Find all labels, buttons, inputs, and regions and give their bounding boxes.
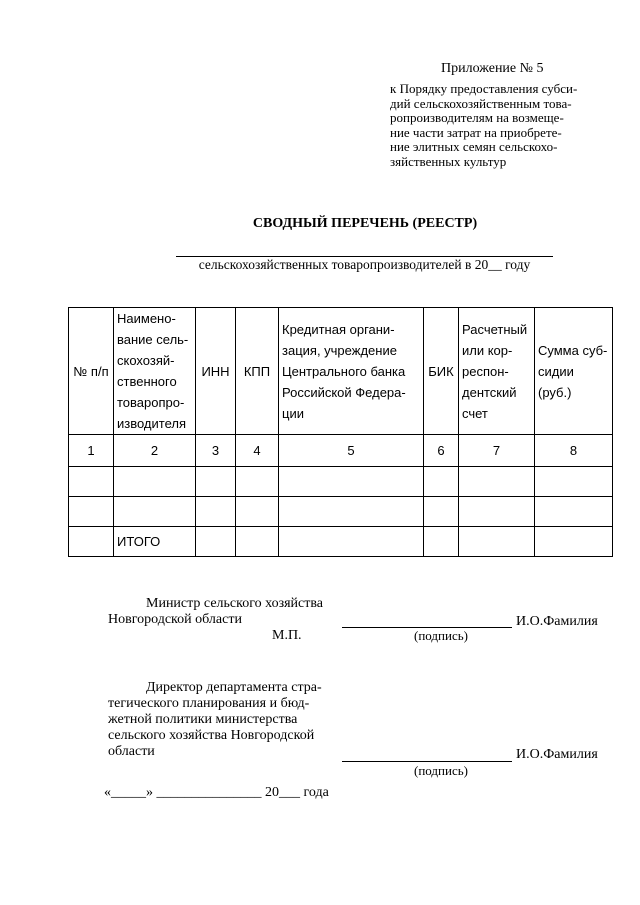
- appendix-reference: [390, 82, 600, 169]
- table-number-row: [69, 435, 613, 467]
- date-line: «_____» _______________ 20___ года: [104, 785, 329, 800]
- minister-line: Министр сельского хозяйства: [146, 596, 323, 611]
- appendix-line: зяйственных культур: [390, 153, 507, 169]
- registry-table: [68, 307, 613, 557]
- column-number: 3: [196, 435, 236, 467]
- header-cell: Расчетный или кор- респон- дентский счет: [459, 308, 535, 435]
- director-signatory: [108, 680, 348, 760]
- table-row: [69, 497, 613, 527]
- header-cell: Сумма суб- сидии (руб.): [535, 308, 613, 435]
- stamp-mark: М.П.: [272, 628, 302, 643]
- appendix-line: ние части затрат на приобрете-: [390, 124, 562, 140]
- minister-line: Новгородской области: [108, 612, 242, 627]
- column-number: 2: [114, 435, 196, 467]
- director-signature-line: [342, 761, 512, 762]
- table-row: [69, 467, 613, 497]
- table-header-row: [69, 308, 613, 435]
- document-subtitle: сельскохозяйственных товаропроизводителей в 20__ году: [198, 257, 531, 272]
- appendix-line: дий сельскохозяйственным това-: [390, 95, 572, 111]
- director-line: Директор департамента стра-: [146, 680, 322, 695]
- appendix-line: ропроизводителям на возмеще-: [390, 110, 564, 125]
- director-line: тегического планирования и бюд-: [108, 696, 310, 711]
- appendix-line: ние элитных семян сельскохо-: [390, 139, 558, 154]
- director-line: жетной политики министерства: [108, 712, 298, 727]
- column-number: 1: [69, 435, 114, 467]
- column-number: 7: [459, 435, 535, 467]
- column-number: 6: [424, 435, 459, 467]
- minister-signature-hint: (подпись): [414, 628, 468, 643]
- column-number: 8: [535, 435, 613, 467]
- director-line: области: [108, 744, 155, 759]
- header-cell: КПП: [236, 308, 279, 435]
- header-cell: ИНН: [196, 308, 236, 435]
- header-cell: № п/п: [69, 308, 114, 435]
- header-cell: БИК: [424, 308, 459, 435]
- header-cell: Наимено- вание сель- скохозяй- ственного товаропро- изводителя: [114, 308, 196, 435]
- minister-signatory: [108, 596, 348, 628]
- director-signature-hint: (подпись): [414, 763, 468, 778]
- appendix-title: Приложение № 5: [441, 61, 544, 76]
- column-number: 4: [236, 435, 279, 467]
- table-total-row: [69, 527, 613, 557]
- director-line: сельского хозяйства Новгородской: [108, 728, 315, 743]
- header-cell: Кредитная органи- зация, учреждение Центрального банка Российской Федера- ции: [279, 308, 424, 435]
- appendix-line: к Порядку предоставления субси-: [390, 81, 578, 96]
- total-label: ИТОГО: [114, 527, 196, 557]
- document-title: СВОДНЫЙ ПЕРЕЧЕНЬ (РЕЕСТР): [252, 216, 478, 231]
- director-name-placeholder: И.О.Фамилия: [516, 747, 598, 762]
- minister-name-placeholder: И.О.Фамилия: [516, 614, 598, 629]
- column-number: 5: [279, 435, 424, 467]
